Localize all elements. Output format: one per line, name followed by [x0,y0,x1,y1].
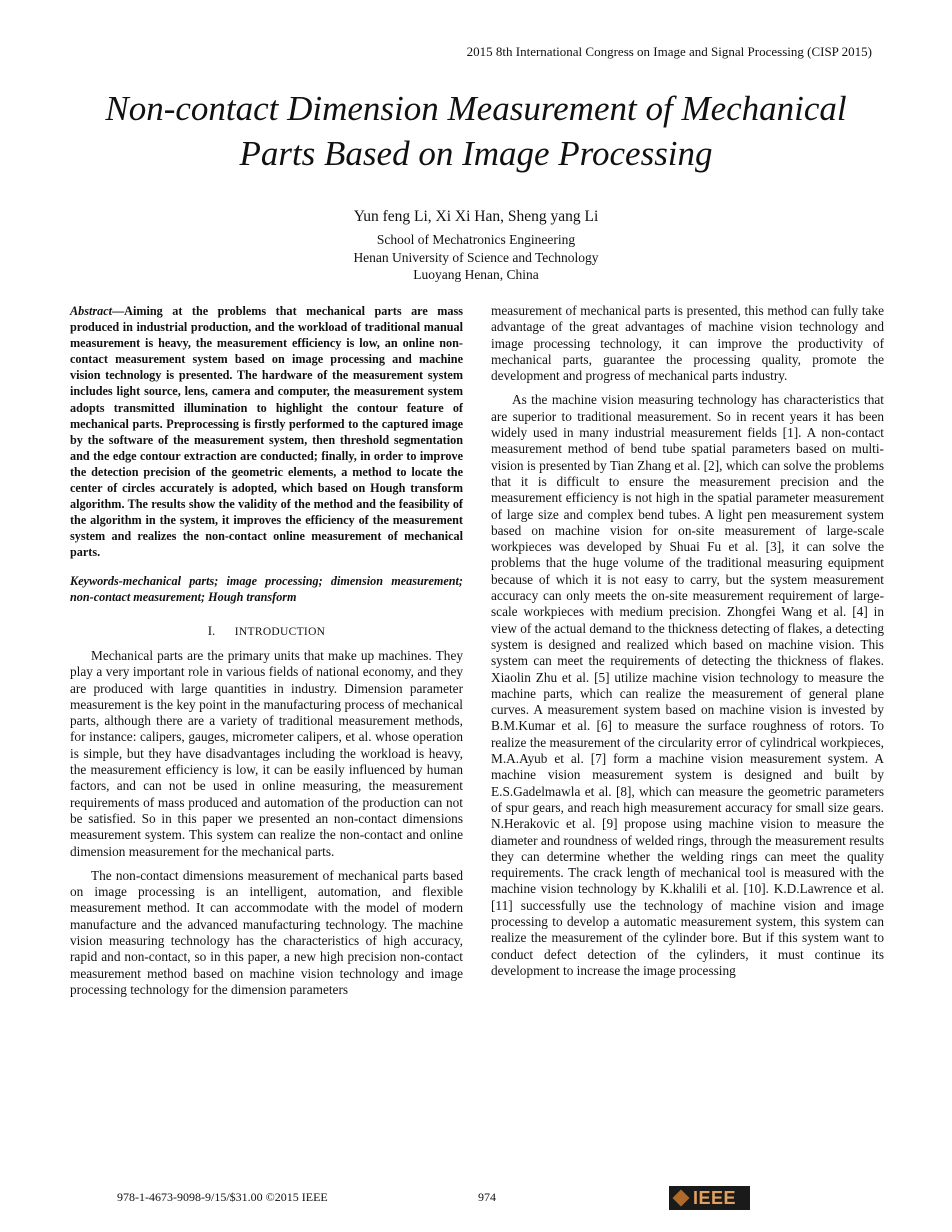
intro-paragraph-2-continued: measurement of mechanical parts is presented, this method can fully take advantage of the great advantages of machine vision technology and image processing technology, it can improve the productivity of mechanical parts, guarantee the processing quality, promote the development and progress of mechanical parts industry. [491,303,884,384]
authors: Yun feng Li, Xi Xi Han, Sheng yang Li [353,208,599,225]
right-column [491,303,884,987]
section-title: INTRODUCTION [234,625,326,638]
ieee-logo-text: IEEE [693,1187,737,1208]
keywords: Keywords-mechanical parts; image processing; dimension measurement; non-contact measurement; Hough transform [70,573,463,604]
ieee-diamond-icon [673,1190,690,1207]
section-heading [70,623,463,640]
intro-paragraph-1: Mechanical parts are the primary units that make up machines. They play a very important role in various fields of national economy, and they are produced with large quantities in industry. Dimension parameter measurement is the key point in the manufacturing process of mechanical parts, although there are a variety of traditional measurement methods, for instance: calipers, gauges, micrometer calipers, et al. whose operation is simple, but they have disadvantages including the workload is heavy, the measurement efficiency is low, it can be easily influenced by human factors, and can not be used in online measuring, the measurement requirements of mass produced and automation of the production can not be satisfied. So in this paper we presented an non-contact dimensions measurement system. This system can realize the non-contact and online dimension measurement for the mechanical parts. [70,647,463,859]
conference-header: 2015 8th International Congress on Image and Signal Processing (CISP 2015) [466,44,872,59]
section-number: I. [207,622,216,638]
intro-paragraph-3: As the machine vision measuring technology has characteristics that are superior to traditional measurement. So in recent years it has been widely used in many industrial measurement fields [1]. A non-contact measurement method of bend tube spatial parameters based on multi-vision is presented by Tian Zhang et al. [2], which can solve the problems that it is difficult to ensure the measurement precision and the measurement efficiency is not high in the spatial parameter measurement of large size and complex bend tubes. A light pen measurement system based on machine vision for on-site measurement of large-scale workpieces was developed by Shuai Fu et al. [3], it can solve the problems that the huge volume of the traditional measuring equipment because of which it is not easy to carry, but the system measurement accuracy can only meets the on-site measurement requirement of large-scale workpieces with medium precision. Zhongfei Wang et al. [4] in view of the actual demand to the thickness detecting of flakes, a detecting system is designed and realized which based on machine vision. This system can meet the requirements of detecting the thickness of flakes. Xiaolin Zhu et al. [5] utilize machine vision technology to measure the machine parts, which can realize the measurement of general plane curves. A measurement system based on machine vision is invested by B.M.Kumar et al. [6] to measure the surface roughness of rotors. To realize the measurement of the circularity error of cylindrical workpieces, M.A.Ayub et al. [7] form a machine vision measurement system. A machine vision measurement system is designed and built by E.S.Gadelmawla et al. [8], which can measure the geometric parameters of spur gears, and reach high measurement accuracy for small size gears. N.Herakovic et al. [9] propose using machine vision to measure the diameter and roundness of welded rings, through the measurement results they can determine whether the welding rings can meet the quality requirements. The crack length of mechanical tool is measured with the machine vision technology by K.khalili et al. [10]. K.D.Lawrence et al. [11] successfully use the technology of machine vision and image processing to develop a automatic measurement system, this system can realize the measurement of the cylinder bore. But if this system want to conduct defect detection of the cylinders, it must continue its development to increase the image processing [491,392,884,978]
ieee-logo-icon [669,1186,750,1210]
footer-isbn: 978-1-4673-9098-9/15/$31.00 ©2015 IEEE [117,1190,328,1204]
left-column [70,303,463,1006]
affiliation-line-2: Henan University of Science and Technology [353,249,599,265]
paper-title [60,86,892,176]
affiliation [0,231,952,284]
abstract [70,303,463,561]
title-line-2: Parts Based on Image Processing [239,134,713,173]
abstract-label: Abstract [70,304,112,318]
page-number: 974 [478,1190,496,1204]
affiliation-line-1: School of Mechatronics Engineering [376,232,576,247]
affiliation-line-3: Luoyang Henan, China [413,267,539,282]
abstract-text: —Aiming at the problems that mechanical parts are mass produced in industrial production, and the workload of traditional manual measurement is heavy, the measurement efficiency is low, an online non-contact measurement system based on image processing and machine vision technology is presented. The hardware of the measurement system includes light source, lens, camera and computer, the measurement system adopts transmitted illumination to highlight the contour feature of mechanical parts. Preprocessing is firstly performed to the captured image by the software of the measurement system, then threshold segmentation and the edge contour extraction are conducted; finally, in order to improve the detection precision of the geometric elements, a method to locate the center of circles accurately is adopted, which based on Hough transform algorithm. The results show the validity of the method and the feasibility of the algorithm in the system, it improves the efficiency of the measurement system and realizes the non-contact online measurement of mechanical parts. [70,304,463,560]
title-line-1: Non-contact Dimension Measurement of Mechanical [105,89,847,128]
intro-paragraph-2: The non-contact dimensions measurement of mechanical parts based on image processing is an intelligent, automation, and flexible measurement method. It can accommodate with the model of modern manufacture and the advanced manufacturing technology. The machine vision measuring technology has the characteristics of high accuracy, rapid and non-contact, so in this paper, a new high precision non-contact measurement method based on machine vision technology and image processing technology for the dimension parameters [70,867,463,997]
